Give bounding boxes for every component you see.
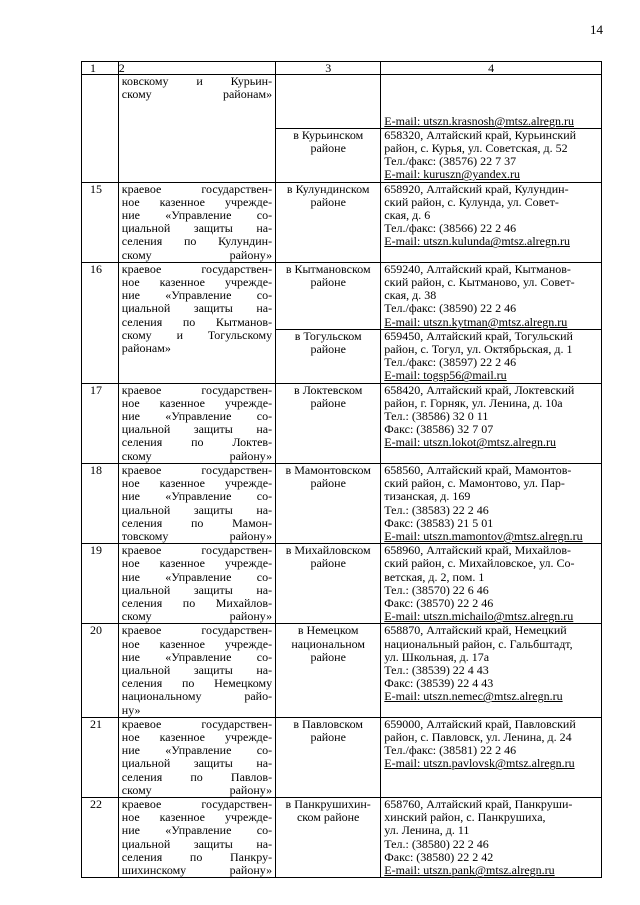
contact-info [381, 75, 602, 129]
cell-line: циальной защиты на- [121, 222, 273, 236]
cell-line: в Михайловском [285, 544, 371, 558]
cell-line: 659000, Алтайский край, Павловский [384, 717, 576, 731]
cell-line: ное казенное учрежде- [121, 557, 273, 571]
table-row [82, 544, 602, 624]
table-row [82, 262, 602, 329]
cell-line: Тел.: (38586) 32 0 11 [384, 410, 489, 424]
cell-line: скому району» [121, 449, 273, 463]
cell-line: тизанская, д. 169 [384, 490, 471, 504]
cell-line: Факс: (38539) 22 4 43 [384, 677, 494, 691]
cell-line: E-mail: utszn.michailo@mtsz.alregn.ru [384, 610, 574, 624]
cell-line: Тел./факс: (38581) 22 2 46 [384, 744, 517, 758]
district-name [276, 329, 381, 383]
cell-line: районе [310, 557, 346, 571]
cell-line: Факс: (38586) 32 7 07 [384, 423, 494, 437]
cell-line: E-mail: utszn.mamontov@mtsz.alregn.ru [384, 529, 583, 543]
cell-line: ное казенное учрежде- [121, 195, 273, 209]
table-row [82, 463, 602, 543]
cell-line: скому району» [121, 248, 273, 262]
district-name [276, 383, 381, 463]
cell-line [384, 88, 598, 101]
contact-info [381, 128, 602, 182]
cell-line: в Павловском [293, 717, 364, 731]
cell-line: ние «Управление со- [121, 289, 273, 303]
contact-info [381, 262, 602, 329]
cell-line: ская, д. 38 [384, 289, 437, 303]
cell-line: ние «Управление со- [121, 490, 273, 504]
table-row [82, 717, 602, 797]
cell-line: скому району» [121, 783, 273, 797]
offices-table [81, 61, 602, 878]
organization-name [118, 383, 275, 463]
cell-line: в Локтевском [294, 383, 363, 397]
cell-line: ну» [121, 703, 141, 717]
cell-line: Тел./факс: (38597) 22 2 46 [384, 356, 517, 370]
contact-info [381, 717, 602, 797]
district-name [276, 624, 381, 717]
cell-line: в Тогульском [294, 329, 362, 343]
row-number: 16 [82, 262, 119, 383]
page-number: 14 [590, 22, 603, 37]
contact-info [381, 797, 602, 877]
table-row [82, 624, 602, 717]
cell-line: ветская, д. 2, пом. 1 [384, 570, 485, 584]
organization-name [118, 262, 275, 383]
header-col-organization: 2 [118, 62, 275, 75]
cell-line: скому району» [121, 610, 273, 624]
cell-line: скому и Тогульскому [121, 328, 273, 342]
cell-line: E-mail: utszn.lokot@mtsz.alregn.ru [384, 436, 556, 450]
cell-line: ное казенное учрежде- [121, 730, 273, 744]
cell-line: районе [310, 276, 346, 290]
cell-line: ние «Управление со- [121, 650, 273, 664]
cell-line: Тел./факс: (38590) 22 2 46 [384, 302, 517, 316]
cell-line: Тел.: (38580) 22 2 46 [384, 837, 489, 851]
cell-line: Факс: (38583) 21 5 01 [384, 516, 494, 530]
cell-line: циальной защиты на- [121, 302, 273, 316]
cell-line: товскому району» [121, 529, 273, 543]
organization-name [118, 544, 275, 624]
table-body [82, 75, 602, 878]
district-name [276, 262, 381, 329]
contact-info [381, 544, 602, 624]
cell-line: районе [310, 142, 346, 156]
cell-line: E-mail: utszn.nemec@mtsz.alregn.ru [384, 690, 563, 704]
cell-line: район, г. Горняк, ул. Ленина, д. 10а [384, 396, 563, 410]
cell-line: 658320, Алтайский край, Курьинский [384, 128, 577, 142]
cell-line: селения по Кулундин- [121, 235, 273, 249]
cell-line: хинский район, с. Панкрушиха, [384, 811, 546, 825]
cell-line: 658760, Алтайский край, Панкруши- [384, 797, 573, 811]
contact-info [381, 463, 602, 543]
cell-line: Тел.: (38583) 22 2 46 [384, 503, 489, 517]
organization-name [118, 624, 275, 717]
cell-line: ное казенное учрежде- [121, 811, 273, 825]
row-number: 19 [82, 544, 119, 624]
cell-line: ский район, с. Кытманово, ул. Совет- [384, 276, 575, 290]
cell-line: районе [310, 650, 346, 664]
cell-line: в Курьинском [293, 128, 364, 142]
cell-line: 658560, Алтайский край, Мамонтов- [384, 463, 572, 477]
district-name [276, 544, 381, 624]
cell-line: ская, д. 6 [384, 209, 431, 223]
cell-line: E-mail: utszn.krasnosh@mtsz.alregn.ru [384, 114, 574, 128]
cell-line: в Кулундинском [286, 182, 370, 196]
cell-line: в Немецком [297, 624, 359, 638]
cell-line: циальной защиты на- [121, 423, 273, 437]
table-header-row [82, 62, 602, 75]
row-number: 18 [82, 463, 119, 543]
organization-name [118, 797, 275, 877]
cell-line: Факс: (38580) 22 2 42 [384, 850, 494, 864]
cell-line: E-mail: kuruszn@yandex.ru [384, 168, 520, 182]
header-col-contacts: 4 [381, 62, 602, 75]
cell-line: селения по Панкру- [121, 850, 273, 864]
row-number: 20 [82, 624, 119, 717]
cell-line: краевое государствен- [121, 624, 273, 638]
row-number: 21 [82, 717, 119, 797]
cell-line: краевое государствен- [121, 463, 273, 477]
cell-line: в Мамонтовском [285, 463, 371, 477]
table-row [82, 182, 602, 262]
cell-line: ский район, с. Михайловское, ул. Со- [384, 557, 575, 571]
cell-line: национальный район, с. Гальбштадт, [384, 637, 573, 651]
cell-line: районам» [121, 342, 171, 356]
cell-line: национальному райо- [121, 690, 273, 704]
cell-line: районе [310, 730, 346, 744]
table-row [82, 797, 602, 877]
organization-name [118, 463, 275, 543]
cell-line: краевое государствен- [121, 717, 273, 731]
cell-line: селения по Немецкому [121, 677, 273, 691]
organization-name [118, 75, 275, 183]
cell-line: 658420, Алтайский край, Локтевский [384, 383, 575, 397]
cell-line: 659450, Алтайский край, Тогульский [384, 329, 573, 343]
cell-line: Тел.: (38539) 22 4 43 [384, 663, 489, 677]
cell-line: 658870, Алтайский край, Немецкий [384, 624, 567, 638]
cell-line: циальной защиты на- [121, 837, 273, 851]
cell-line: селения по Кытманов- [121, 315, 273, 329]
cell-line: ском районе [296, 811, 360, 825]
district-name [276, 717, 381, 797]
row-number: 22 [82, 797, 119, 877]
district-name [276, 797, 381, 877]
cell-line: 658920, Алтайский край, Кулундин- [384, 182, 569, 196]
cell-line [384, 101, 598, 114]
table-row [82, 383, 602, 463]
cell-line: E-mail: togsp56@mail.ru [384, 369, 507, 383]
cell-line: ул. Ленина, д. 11 [384, 824, 470, 838]
organization-name [118, 717, 275, 797]
cell-line: ное казенное учрежде- [121, 276, 273, 290]
cell-line: шихинскому району» [121, 863, 273, 877]
cell-line: в Панкрушихин- [285, 797, 371, 811]
cell-line: в Кытмановском [285, 262, 371, 276]
cell-line: ное казенное учрежде- [121, 396, 273, 410]
row-number: 15 [82, 182, 119, 262]
cell-line: циальной защиты на- [121, 663, 273, 677]
cell-line: ние «Управление со- [121, 410, 273, 424]
cell-line: краевое государствен- [121, 182, 273, 196]
organization-name [118, 182, 275, 262]
cell-line: 659240, Алтайский край, Кытманов- [384, 262, 571, 276]
cell-line: селения по Локтев- [121, 436, 273, 450]
contact-info [381, 624, 602, 717]
cell-line: краевое государствен- [121, 262, 273, 276]
cell-line: селения по Мамон- [121, 516, 273, 530]
contact-info [381, 182, 602, 262]
district-name [276, 182, 381, 262]
cell-line: ул. Школьная, д. 17а [384, 650, 490, 664]
cell-line: ное казенное учрежде- [121, 637, 273, 651]
cell-line: 658960, Алтайский край, Михайлов- [384, 544, 571, 558]
contact-info [381, 383, 602, 463]
table-row [82, 75, 602, 129]
cell-line: район, с. Курья, ул. Советская, д. 52 [384, 142, 568, 156]
cell-line: ние «Управление со- [121, 824, 273, 838]
cell-line: ский район, с. Кулунда, ул. Совет- [384, 195, 559, 209]
cell-line: E-mail: utszn.kulunda@mtsz.alregn.ru [384, 235, 570, 249]
district-name [276, 128, 381, 182]
contact-info [381, 329, 602, 383]
cell-line: селения по Михайлов- [121, 596, 273, 610]
cell-line: Тел.: (38570) 22 6 46 [384, 583, 489, 597]
cell-line: Тел./факс: (38566) 22 2 46 [384, 222, 517, 236]
cell-line: ский район, с. Мамонтово, ул. Пар- [384, 477, 565, 491]
district-name [276, 75, 381, 129]
cell-line: районе [310, 343, 346, 357]
cell-line: ние «Управление со- [121, 209, 273, 223]
cell-line: ное казенное учрежде- [121, 477, 273, 491]
cell-line: ние «Управление со- [121, 570, 273, 584]
cell-line: краевое государствен- [121, 544, 273, 558]
cell-line: районе [310, 195, 346, 209]
cell-line: ние «Управление со- [121, 744, 273, 758]
cell-line: Тел./факс: (38576) 22 7 37 [384, 155, 517, 169]
cell-line: ковскому и Курьин- [121, 75, 273, 88]
cell-line: краевое государствен- [121, 797, 273, 811]
cell-line: район, с. Павловск, ул. Ленина, д. 24 [384, 730, 572, 744]
cell-line: циальной защиты на- [121, 503, 273, 517]
cell-line: скому районам» [121, 88, 273, 102]
header-col-number: 1 [82, 62, 119, 75]
cell-line: E-mail: utszn.pank@mtsz.alregn.ru [384, 863, 555, 877]
cell-line [384, 75, 598, 88]
cell-line: Факс: (38570) 22 2 46 [384, 596, 494, 610]
row-number [82, 75, 119, 183]
cell-line: районе [310, 477, 346, 491]
cell-line: циальной защиты на- [121, 583, 273, 597]
cell-line: национальном [291, 637, 366, 651]
cell-line: районе [310, 396, 346, 410]
district-name [276, 463, 381, 543]
header-col-district: 3 [276, 62, 381, 75]
cell-line: краевое государствен- [121, 383, 273, 397]
cell-line: E-mail: utszn.pavlovsk@mtsz.alregn.ru [384, 757, 575, 771]
cell-line: селения по Павлов- [121, 770, 273, 784]
cell-line: район, с. Тогул, ул. Октябрьская, д. 1 [384, 343, 573, 357]
row-number: 17 [82, 383, 119, 463]
cell-line: циальной защиты на- [121, 757, 273, 771]
cell-line: E-mail: utszn.kytman@mtsz.alregn.ru [384, 315, 568, 329]
